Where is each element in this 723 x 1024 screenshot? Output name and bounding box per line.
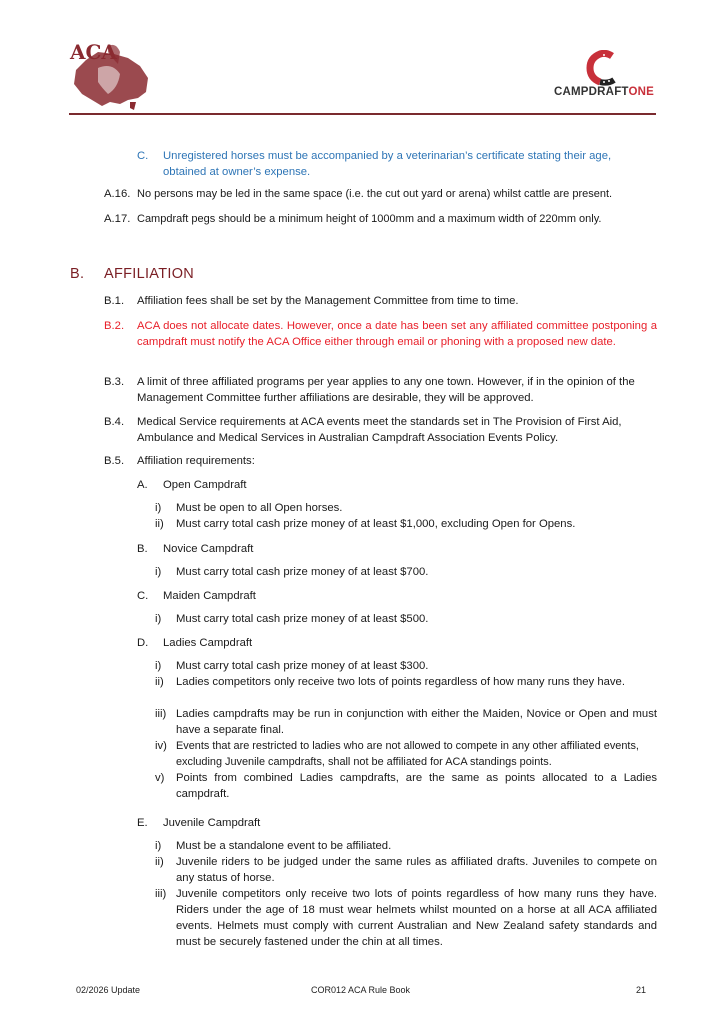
campdraftone-wordmark: CAMPDRAFTONE [554,86,654,98]
a16-text: No persons may be led in the same space (i.e. the cut out yard or arena) whilst cattle are present. [137,188,613,200]
item-c-text: Unregistered horses must be accompanied by a veterinarian’s certificate stating their age, obtained at owner’s expense. [163,150,612,178]
aca-logo [68,38,154,114]
item-c-label: C. [137,150,149,162]
cat-a-item-2-text: Must carry total cash prize money of at least $1,000, excluding Open for Opens. [176,518,576,530]
cat-d-title: Ladies Campdraft [163,637,253,649]
cat-c-label: C. [137,590,149,602]
cat-d-item-4-text: Events that are restricted to ladies who are not allowed to compete in any other affiliated events, excluding Juvenile campdrafts, shall not be affiliated for ACA standings points. [176,740,639,768]
b1-text: Affiliation fees shall be set by the Management Committee from time to time. [137,295,519,307]
a16-label: A.16. [104,188,131,200]
cat-b-title: Novice Campdraft [163,543,254,555]
b2-label: B.2. [104,320,125,332]
aca-logo-text: ACA [70,40,117,64]
cat-e-item-3-text: Juvenile competitors only receive two lots of points regardless of how many runs they have. Riders under the age of 18 must wear helmets whilst mounted on a horse at all ACA affiliated events. Helmets must comply with current Australian and New Zealand safety standards and must be securely fastened under the chin at all times. [176,888,657,948]
b3-label: B.3. [104,376,125,388]
cat-d-item-2-text: Ladies competitors only receive two lots of points regardless of how many runs they have. [176,676,625,688]
cat-d-item-2-label: ii) [155,676,164,688]
cat-a-item-2-label: ii) [155,518,164,530]
cat-a-item-1-label: i) [155,502,162,514]
cat-d-item-3-label: iii) [155,708,167,720]
b2-text: ACA does not allocate dates. However, once a date has been set any affiliated committee postponing a campdraft must notify the ACA Office either through email or phoning with a proposed new date. [137,320,657,348]
section-b-title: AFFILIATION [104,266,195,282]
section-b-label: B. [70,266,85,282]
b4-label: B.4. [104,416,125,428]
footer-update-date: 02/2026 Update [76,985,141,995]
cat-a-label: A. [137,479,148,491]
campdraftone-c-icon [584,50,624,86]
cat-e-item-1-label: i) [155,840,162,852]
b4-text: Medical Service requirements at ACA events meet the standards set in The Provision of First Aid, Ambulance and Medical Services in Australian Campdraft Association Events Policy. [137,416,622,444]
cat-c-item-1-label: i) [155,613,162,625]
cat-c-title: Maiden Campdraft [163,590,256,602]
b5-text: Affiliation requirements: [137,455,255,467]
cat-a-title: Open Campdraft [163,479,247,491]
b3-text: A limit of three affiliated programs per year applies to any one town. However, if in the opinion of the Management Committee further affiliations are desirable, they will be approved. [137,376,635,404]
a17-label: A.17. [104,213,131,225]
cat-e-item-3-label: iii) [155,888,167,900]
cat-d-item-1-text: Must carry total cash prize money of at least $300. [176,660,429,672]
cat-e-item-2-label: ii) [155,856,164,868]
cat-d-item-5-label: v) [155,772,165,784]
cat-d-item-4-label: iv) [155,740,167,752]
cat-b-item-1-label: i) [155,566,162,578]
footer-document-title: COR012 ACA Rule Book [311,985,411,995]
cat-d-item-5-text: Points from combined Ladies campdrafts, are the same as points allocated to a Ladies campdraft. [176,772,657,800]
cat-e-item-2-text: Juvenile riders to be judged under the same rules as affiliated drafts. Juveniles to compete on any status of horse. [176,856,657,884]
campdraftone-logo [548,50,660,106]
cat-a-item-1-text: Must be open to all Open horses. [176,502,343,514]
page-number: 21 [636,985,647,995]
cat-e-title: Juvenile Campdraft [163,817,261,829]
b1-label: B.1. [104,295,125,307]
cat-d-item-3-text: Ladies campdrafts may be run in conjunction with either the Maiden, Novice or Open and must have a separate final. [176,708,657,736]
cat-e-item-1-text: Must be a standalone event to be affiliated. [176,840,392,852]
b5-label: B.5. [104,455,125,467]
cat-d-item-1-label: i) [155,660,162,672]
cat-c-item-1-text: Must carry total cash prize money of at least $500. [176,613,429,625]
cat-b-item-1-text: Must carry total cash prize money of at least $700. [176,566,429,578]
cat-b-label: B. [137,543,148,555]
header-divider [69,113,656,115]
cat-e-label: E. [137,817,148,829]
cat-d-label: D. [137,637,149,649]
a17-text: Campdraft pegs should be a minimum height of 1000mm and a maximum width of 220mm only. [137,213,602,225]
